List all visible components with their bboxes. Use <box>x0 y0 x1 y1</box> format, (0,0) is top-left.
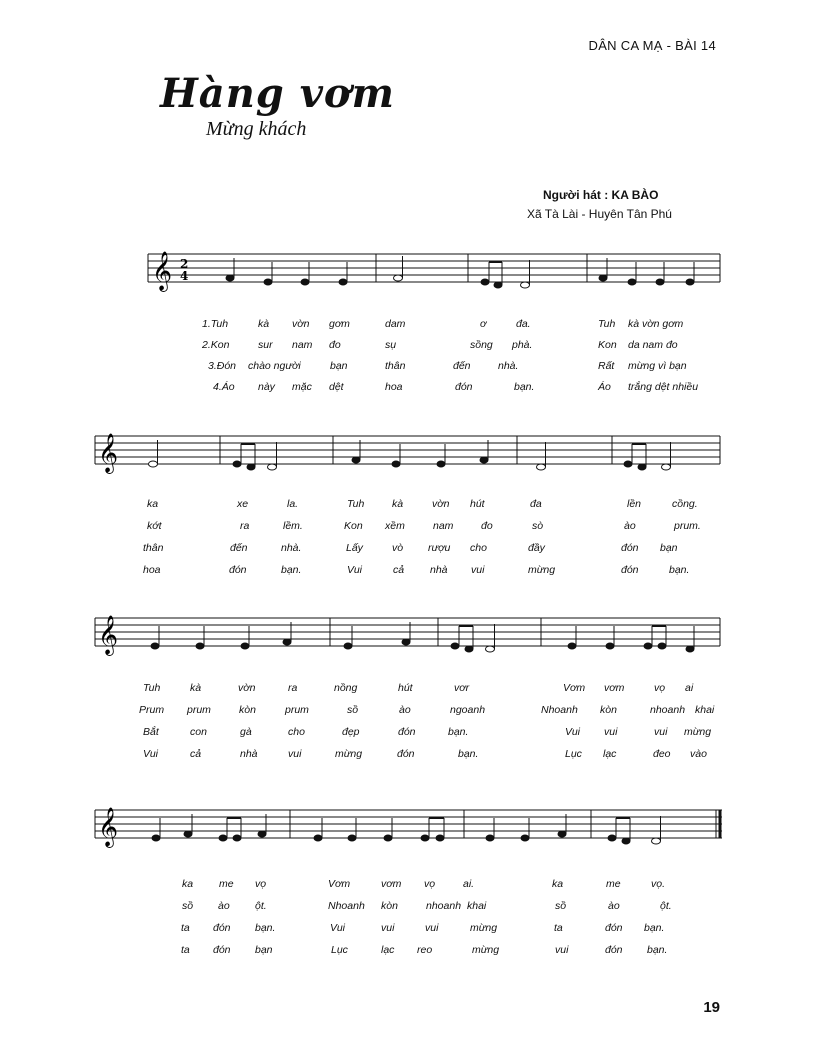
lyric-word: ột. <box>255 900 267 912</box>
lyric-word: ka <box>552 878 564 890</box>
lyric-word: Vui <box>565 726 580 738</box>
lyric-word: vui <box>425 922 439 934</box>
lyric-word: prum. <box>674 520 701 532</box>
lyric-word: cồng. <box>672 498 698 510</box>
lyric-word: Lục <box>331 944 348 956</box>
lyric-word: da nam đo <box>628 339 678 351</box>
series-header: DÂN CA MẠ - BÀI 14 <box>588 38 716 53</box>
treble-clef-icon: 𝄞 <box>98 433 119 473</box>
lyric-word: sur <box>258 339 273 351</box>
lyric-word: ngoanh <box>450 704 486 716</box>
lyric-word: đón <box>455 381 473 393</box>
lyric-word: reo <box>417 944 433 956</box>
lyric-word: ta <box>181 944 190 956</box>
lyric-word: bạn. <box>644 922 665 934</box>
lyric-word: lềm. <box>283 520 303 532</box>
lyric-word: ào <box>608 900 620 912</box>
lyric-word: sồ <box>555 900 567 912</box>
lyric-word: Áo <box>598 381 611 393</box>
lyric-word: bạn <box>255 944 273 956</box>
lyric-word: đầy <box>528 542 545 554</box>
lyric-word: xe <box>237 498 249 510</box>
lyric-word: con <box>190 726 207 738</box>
lyric-word: ơ <box>480 318 487 330</box>
lyric-word: vào <box>690 748 707 760</box>
lyric-word: hoa <box>385 381 403 393</box>
lyric-word: ào <box>624 520 636 532</box>
lyric-word: vui <box>604 726 618 738</box>
lyric-word: thân <box>143 542 164 554</box>
lyric-word: cả <box>190 748 202 760</box>
lyric-word: cho <box>288 726 305 738</box>
lyric-word: bạn <box>660 542 678 554</box>
lyric-word: Vui <box>330 922 345 934</box>
lyric-word: Lấy <box>346 542 363 554</box>
lyric-word: nhoanh <box>426 900 462 912</box>
lyric-word: ra <box>288 682 298 694</box>
lyric-word: đến <box>453 360 471 372</box>
lyric-word: mừng <box>684 726 712 738</box>
lyric-word: ra <box>240 520 250 532</box>
lyric-word: vui <box>555 944 569 956</box>
lyric-word: prum <box>285 704 309 716</box>
lyric-word: kà <box>258 318 270 330</box>
lyric-word: đẹp <box>342 726 360 738</box>
lyric-word: đo <box>329 339 341 351</box>
song-subtitle: Mừng khách <box>206 118 307 140</box>
lyric-word: đón <box>605 944 623 956</box>
lyric-word: Vui <box>143 748 158 760</box>
lyric-word: Lục <box>565 748 582 760</box>
lyric-word: vờn <box>432 498 450 510</box>
lyric-word: ta <box>554 922 563 934</box>
lyric-word: ào <box>218 900 230 912</box>
lyric-word: gơm <box>329 318 350 330</box>
lyric-word: vui <box>654 726 668 738</box>
lyric-word: đón <box>213 944 231 956</box>
lyric-word: prum <box>187 704 211 716</box>
lyric-word: bạn. <box>255 922 276 934</box>
lyric-word: me <box>606 878 621 890</box>
lyric-word: nhà <box>240 748 258 760</box>
lyric-word: 2.Kon <box>202 339 230 351</box>
lyric-word: me <box>219 878 234 890</box>
lyric-word: bạn. <box>281 564 302 576</box>
location-credit: Xã Tà Lài - Huyên Tân Phú <box>527 207 672 221</box>
lyric-word: này <box>258 381 275 393</box>
lyric-word: ột. <box>660 900 672 912</box>
lyric-word: Rất <box>598 360 615 372</box>
page-number: 19 <box>703 999 720 1016</box>
lyric-word: mừng <box>470 922 498 934</box>
lyric-word: bạn. <box>448 726 469 738</box>
lyric-word: ka <box>147 498 159 510</box>
lyric-word: 1.Tuh <box>202 318 229 330</box>
music-staff-4 <box>0 800 816 850</box>
lyric-word: Tuh <box>598 318 616 330</box>
lyric-word: kớt <box>147 520 162 532</box>
lyric-word: hút <box>398 682 413 694</box>
lyric-word: mừng vì bạn <box>628 360 687 372</box>
lyric-word: vui <box>288 748 302 760</box>
lyric-word: kòn <box>239 704 256 716</box>
lyric-word: sồ <box>347 704 359 716</box>
lyric-word: vọ <box>654 682 666 694</box>
lyric-word: kà <box>392 498 404 510</box>
lyric-word: vọ <box>424 878 436 890</box>
lyric-word: đón <box>229 564 247 576</box>
lyric-word: mừng <box>335 748 363 760</box>
lyric-word: gà <box>240 726 252 738</box>
lyric-word: thân <box>385 360 406 372</box>
lyric-word: Tuh <box>347 498 365 510</box>
treble-clef-icon: 𝄞 <box>98 807 119 847</box>
lyric-word: vơr <box>454 682 470 694</box>
lyric-word: chào người <box>248 360 301 372</box>
lyric-word: vơm <box>604 682 625 694</box>
lyric-word: bạn. <box>514 381 535 393</box>
lyric-word: đón <box>621 542 639 554</box>
lyric-word: mừng <box>472 944 500 956</box>
lyric-word: vờn <box>238 682 256 694</box>
lyric-word: dệt <box>329 381 344 393</box>
lyric-word: Vui <box>347 564 362 576</box>
lyric-word: cả <box>393 564 405 576</box>
lyric-word: sồ <box>182 900 194 912</box>
lyric-word: rượu <box>428 542 451 554</box>
lyric-word: bạn. <box>669 564 690 576</box>
lyric-word: Nhoanh <box>328 900 365 912</box>
svg-text:2: 2 <box>180 257 189 271</box>
lyric-word: vui <box>471 564 485 576</box>
lyric-word: Vơm <box>563 682 586 694</box>
lyric-word: đón <box>605 922 623 934</box>
treble-clef-icon: 𝄞 <box>98 615 119 655</box>
lyric-word: cho <box>470 542 487 554</box>
lyric-word: lền <box>627 498 642 510</box>
lyric-word: sồng <box>470 339 493 351</box>
lyric-word: lạc <box>603 748 617 760</box>
music-staff-2 <box>0 426 816 476</box>
lyric-word: kòn <box>381 900 398 912</box>
lyric-word: kà vờn gơm <box>628 318 684 330</box>
lyric-word: nồng <box>334 682 358 694</box>
lyric-word: Vơm <box>328 878 351 890</box>
treble-clef-icon: 𝄞 <box>152 251 173 291</box>
lyric-word: dam <box>385 318 406 330</box>
lyric-word: vọ. <box>651 878 666 890</box>
lyric-word: đón <box>621 564 639 576</box>
svg-text:4: 4 <box>180 269 189 283</box>
lyric-word: đón <box>213 922 231 934</box>
lyric-word: sụ <box>385 339 397 351</box>
lyric-word: nhà. <box>498 360 519 372</box>
lyric-word: nam <box>292 339 313 351</box>
lyric-word: đón <box>397 748 415 760</box>
lyric-word: vọ <box>255 878 267 890</box>
lyric-word: vơm <box>381 878 402 890</box>
lyric-word: ai. <box>463 878 475 890</box>
lyric-word: đa <box>530 498 542 510</box>
lyric-word: hoa <box>143 564 161 576</box>
lyric-word: hút <box>470 498 485 510</box>
lyric-word: nam <box>433 520 454 532</box>
lyric-word: Bắt <box>143 726 159 738</box>
singer-credit: Người hát : KA BÀO <box>543 188 659 202</box>
lyric-word: vờn <box>292 318 310 330</box>
lyric-word: bạn. <box>647 944 668 956</box>
lyric-word: nhoanh <box>650 704 686 716</box>
lyric-word: ka <box>182 878 194 890</box>
lyric-word: Kon <box>344 520 363 532</box>
lyric-word: đa. <box>516 318 531 330</box>
lyric-word: bạn <box>330 360 348 372</box>
lyric-word: Tuh <box>143 682 161 694</box>
lyric-word: 4.Áo <box>213 381 235 393</box>
lyric-word: Prum <box>139 704 165 716</box>
song-title: Hàng vơm <box>160 70 395 117</box>
lyric-word: đến <box>230 542 248 554</box>
lyric-word: nhà <box>430 564 448 576</box>
lyric-word: khai <box>695 704 715 716</box>
lyric-word: lạc <box>381 944 395 956</box>
lyric-word: Kon <box>598 339 617 351</box>
lyric-word: ta <box>181 922 190 934</box>
lyric-word: sò <box>532 520 544 532</box>
lyric-word: mặc <box>292 381 312 393</box>
lyric-word: ào <box>399 704 411 716</box>
music-staff-3 <box>0 608 816 658</box>
lyric-word: kòn <box>600 704 617 716</box>
lyric-word: vui <box>381 922 395 934</box>
lyric-word: 3.Đón <box>208 360 237 372</box>
lyric-word: mừng <box>528 564 556 576</box>
lyric-word: bạn. <box>458 748 479 760</box>
music-staff-1 <box>0 244 816 294</box>
lyric-word: trắng dệt nhiều <box>628 381 699 393</box>
lyric-word: la. <box>287 498 299 510</box>
lyric-word: đo <box>481 520 493 532</box>
lyric-word: xềm <box>385 520 405 532</box>
lyric-word: khai <box>467 900 487 912</box>
lyric-word: đeo <box>653 748 671 760</box>
lyric-word: vò <box>392 542 404 554</box>
lyric-word: Nhoanh <box>541 704 578 716</box>
lyric-word: đón <box>398 726 416 738</box>
lyric-word: kà <box>190 682 202 694</box>
lyric-word: nhà. <box>281 542 302 554</box>
lyric-word: ai <box>685 682 694 694</box>
lyric-word: phà. <box>512 339 533 351</box>
